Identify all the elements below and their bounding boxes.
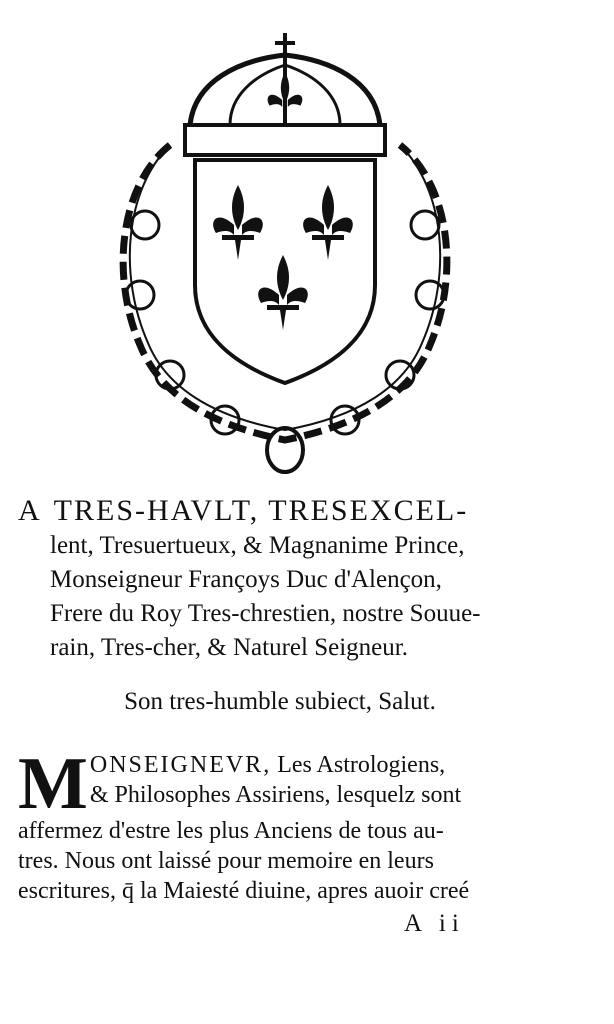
dedication-line-1 — [18, 493, 578, 529]
dedication-block — [18, 493, 578, 665]
body-line-2: & Philosophes Assiriens, lesquelz sont — [89, 782, 462, 808]
body-line-4: tres. Nous ont laissé pour memoire en leurs — [18, 848, 434, 874]
drop-cap: M — [18, 743, 88, 825]
salutation: Son tres-humble subiect, Salut. — [124, 688, 436, 715]
body-line-3: affermez d'estre les plus Anciens de tous au- — [18, 818, 444, 844]
dedication-line-1-text: TRES-HAVLT, TRESEXCEL- — [53, 494, 469, 527]
body-line-1 — [18, 750, 558, 780]
dedication-line-4: Frere du Roy Tres-chrestien, nostre Souue- — [50, 600, 481, 627]
body-line-5: escritures, q̄ la Maiesté diuine, apres auoir creé — [18, 878, 470, 904]
body-paragraph — [18, 743, 558, 906]
body-line-1-caps: ONSEIGNEVR, — [89, 752, 272, 778]
dedication-line-3: Monseigneur Françoys Duc d'Alençon, — [50, 566, 442, 593]
dedication-line-2: lent, Tresuertueux, & Magnanime Prince, — [50, 532, 465, 559]
body-line-1-text: Les Astrologiens, — [271, 752, 446, 778]
dedication-line-5: rain, Tres-cher, & Naturel Seigneur. — [50, 634, 408, 661]
dedication-initial: A — [18, 494, 42, 527]
signature-mark: A ii — [404, 910, 465, 937]
royal-coat-of-arms — [100, 25, 470, 480]
